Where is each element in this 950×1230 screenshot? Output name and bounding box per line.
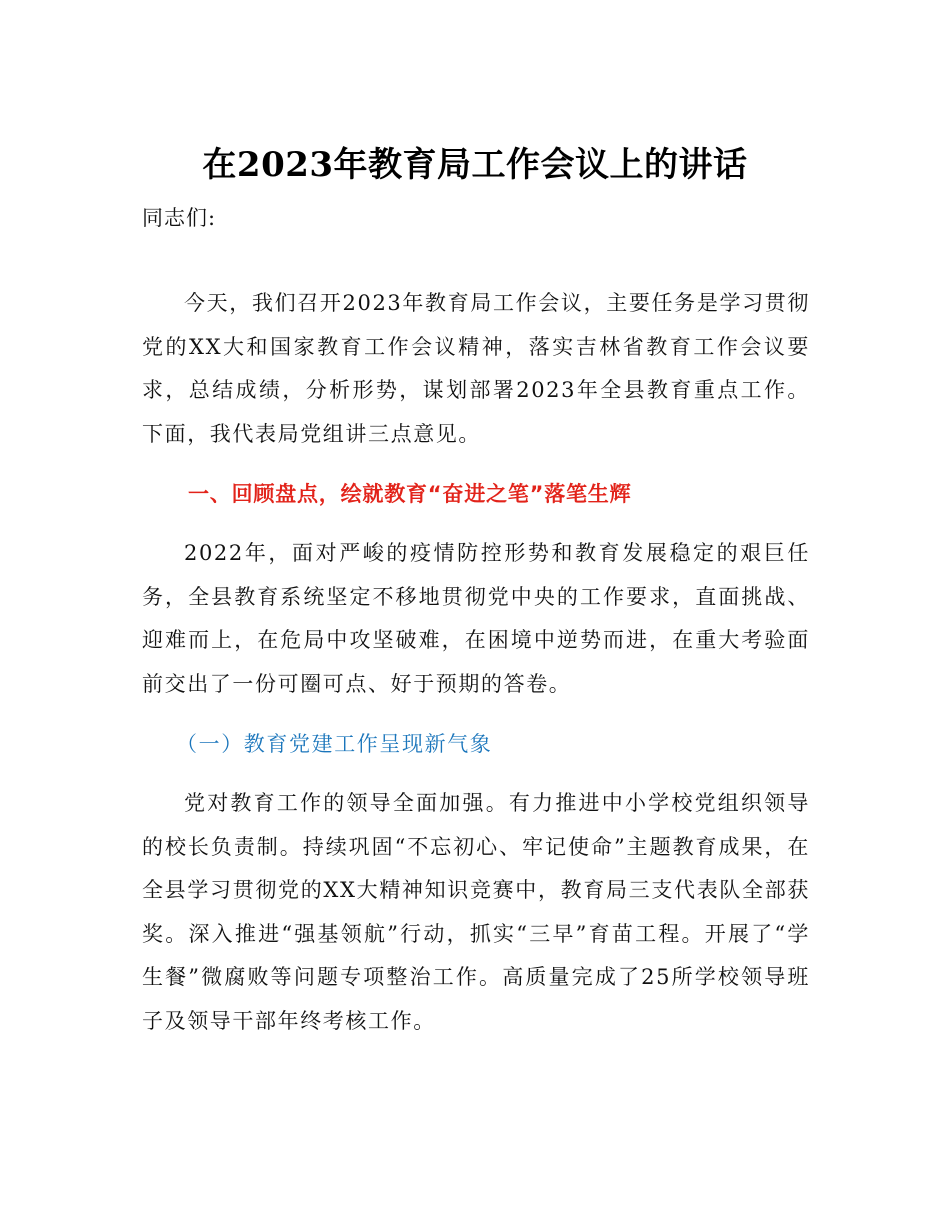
paragraph-intro: 今天，我们召开2023年教育局工作会议，主要任务是学习贯彻党的XX大和国家教育工作会议精神，落实吉林省教育工作会议要求，总结成绩，分析形势，谋划部署2023年全县教育重点工作。下面，我代表局党组讲三点意见。 [142,291,810,446]
document-title: 在2023年教育局工作会议上的讲话 [202,145,748,185]
paragraph-2022-summary: 2022年，面对严峻的疫情防控形势和教育发展稳定的艰巨任务，全县教育系统坚定不移地贯彻党中央的工作要求，直面挑战、迎难而上，在危局中攻坚破难，在困境中逆势而进，在重大考验面前交出了一份可圈可点、好于预期的答卷。 [142,541,810,696]
section-heading-review: 一、回顾盘点，绘就教育“奋进之笔”落笔生辉 [188,482,632,506]
subsection-heading-party-building: （一）教育党建工作呈现新气象 [176,732,493,756]
greeting: 同志们: [142,206,217,230]
paragraph-party-leadership: 党对教育工作的领导全面加强。有力推进中小学校党组织领导的校长负责制。持续巩固“不忘初心、牢记使命”主题教育成果，在全县学习贯彻党的XX大精神知识竞赛中，教育局三支代表队全部获奖。深入推进“强基领航”行动，抓实“三早”育苗工程。开展了“学生餐”微腐败等问题专项整治工作。高质量完成了25所学校领导班子及领导干部年终考核工作。 [142,791,810,1033]
